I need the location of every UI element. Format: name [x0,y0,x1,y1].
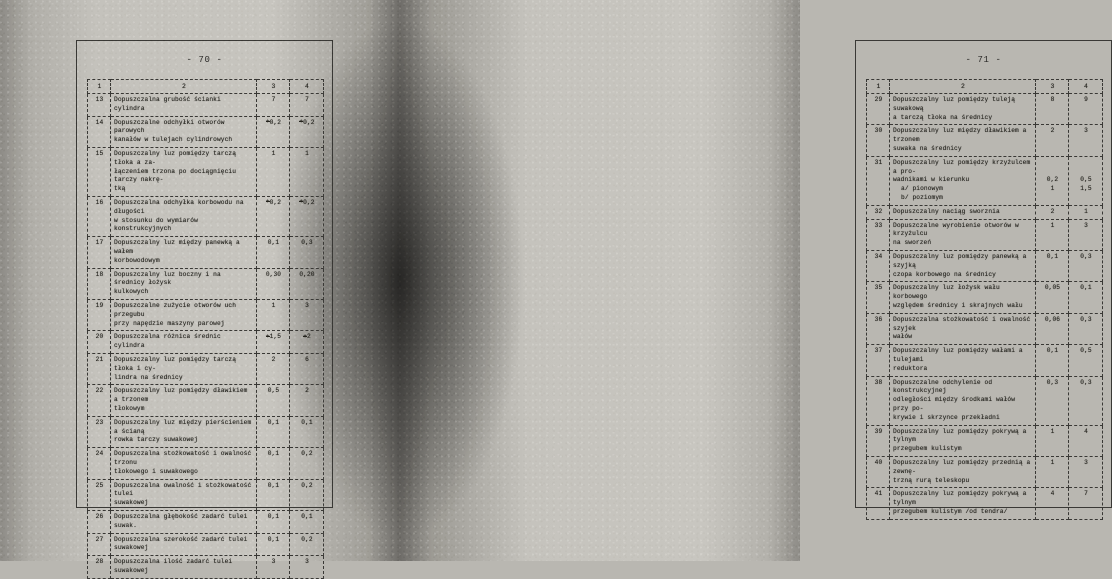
description-line: Dopuszczalny luz pomiędzy tuleją suwakową [893,96,1016,112]
row-number: 38 [867,376,890,425]
description-line: Dopuszczalne odchylenie od konstrukcyjnej [893,378,993,395]
value-column-3 [257,197,290,237]
description-line: przegubem kulistym [893,445,962,453]
description-line: Dopuszczalny luz pomiędzy przednią a zewnę- [893,458,1031,475]
value-column-3: 0,1 [257,416,290,447]
row-description [111,197,257,237]
table-row [867,425,1103,456]
row-number: 33 [867,219,890,250]
row-description [111,300,257,331]
description-line: Dopuszczalna stożkowatość i owalność szyjek [893,315,1031,332]
description-line: suwakowej [114,499,149,507]
row-description [111,237,257,268]
page-right [400,0,1092,561]
row-description [890,488,1036,519]
value-column-3: 1 [257,148,290,197]
value-column-4: 7 [290,94,324,117]
value-column-4: 0,3 [290,237,324,268]
row-number: 13 [88,94,111,117]
plus-minus-value: +0,2 [265,198,282,207]
row-description [890,205,1036,219]
row-description [111,556,257,579]
value-column-4: 9 [1069,94,1103,125]
value-column-3: 4 [1036,488,1069,519]
value-line: 0,5 [1080,175,1092,183]
description-line: trzną rurą teleskopu [893,476,970,484]
value-column-4: 2 [290,385,324,416]
description-line: łączeniem trzona po dociągnięciu tarczy nakrę- [114,167,237,184]
value-column-4 [290,331,324,354]
row-description [111,416,257,447]
row-number: 25 [88,479,111,510]
description-line: Dopuszczalny luz między pierścieniem a ścianą [114,418,252,435]
row-number: 32 [867,205,890,219]
row-number: 27 [88,533,111,556]
value-column-3: 0,05 [1036,282,1069,313]
row-description [890,251,1036,282]
table-row [867,156,1103,205]
row-description [890,313,1036,344]
table-left [87,79,324,579]
column-header-4: 4 [290,80,324,94]
description-line: Dopuszczalne wyrobienie otworów w krzyżulcu [893,221,1019,238]
table-header-row [867,80,1103,94]
value-column-3 [257,116,290,147]
description-line: w stosunku do wymiarów konstrukcyjnych [114,216,198,233]
page-left-folio: - 70 - [186,55,223,65]
value-column-3: 0,1 [257,533,290,556]
table-row [88,416,324,447]
row-number: 17 [88,237,111,268]
description-line: b/ poziomym [901,194,943,202]
description-line: Dopuszczalny luz między dławikiem a trzonem [893,127,1027,144]
description-line: tłokowym [114,405,145,412]
value-column-4: 3 [1069,456,1103,487]
value-column-3: 8 [1036,94,1069,125]
table-row [867,376,1103,425]
row-number: 21 [88,354,111,385]
description-line: Dopuszczalne odchyłki otworów parowych [114,118,225,135]
value-column-3: 3 [257,556,290,579]
row-number: 23 [88,416,111,447]
row-number: 41 [867,488,890,519]
value-column-4: 0,20 [290,268,324,299]
value-column-3: 0,5 [257,385,290,416]
table-row [867,125,1103,156]
value-column-3: 7 [257,94,290,117]
table-header-row [88,80,324,94]
row-number: 15 [88,148,111,197]
description-line: Dopuszczalny luz boczny i na średnicy łożysk [114,270,221,287]
column-header-1: 1 [867,80,890,94]
plus-minus-value: +1,5 [265,332,282,341]
value-column-3: 2 [1036,205,1069,219]
description-line: Dopuszczalna grubość ścianki cylindra [114,96,221,112]
value-column-4: 3 [290,300,324,331]
table-row [88,354,324,385]
value-column-4: 4 [1069,425,1103,456]
value-line: 1,5 [1080,184,1092,192]
row-description [111,268,257,299]
value-column-4: 0,2 [290,448,324,479]
table-row [88,479,324,510]
row-number: 39 [867,425,890,456]
plus-minus-value: +0,2 [299,117,315,126]
row-description [890,376,1036,425]
value-line: 1 [1050,184,1055,192]
description-line: lindra na średnicy [114,373,183,381]
row-description [890,94,1036,125]
table-row [88,116,324,147]
table-row [867,205,1103,219]
row-number: 20 [88,331,111,354]
table-row [88,556,324,579]
row-description [111,533,257,556]
description-line: tłokowego i suwakowego [114,467,198,475]
table-row [88,268,324,299]
table-row [88,300,324,331]
table-row [867,456,1103,487]
table-row [88,331,324,354]
description-line: rowka tarczy suwakowej [114,436,198,444]
description-line: przy napędzie maszyny parowej [114,319,225,327]
row-number: 29 [867,94,890,125]
description-line: Dopuszczalny luz pomiędzy tarczą tłoka i cy- [114,356,237,372]
column-header-2: 2 [890,80,1036,94]
description-line: kulkowych [114,288,149,296]
description-line: a tarczą tłoka na średnicy [893,113,993,121]
row-description [890,456,1036,487]
value-column-4: 0,1 [1069,282,1103,313]
table-row [867,94,1103,125]
row-description [890,219,1036,250]
description-line: Dopuszczalna ilość zadarć tulei suwakowej [114,558,233,574]
description-line: reduktora [893,364,928,372]
row-number: 28 [88,556,111,579]
description-line: krywie i skrzynce przekładni [893,413,1000,421]
row-description [111,331,257,354]
value-column-4: 1 [1069,205,1103,219]
value-column-3: 1 [1036,456,1069,487]
plus-minus-value: +0,2 [299,198,315,207]
description-line: Dopuszczalny luz pomiędzy krzyżulcem a pro- [893,158,1031,175]
row-description [890,156,1036,205]
value-column-4: 3 [1069,125,1103,156]
description-line: a/ pionowym [901,185,943,193]
description-line: na sworzeń [893,239,932,247]
value-column-4: 0,1 [290,416,324,447]
value-column-3: 1 [257,300,290,331]
row-number: 30 [867,125,890,156]
column-header-1: 1 [88,80,111,94]
table-row [867,488,1103,519]
row-number: 26 [88,510,111,533]
description-line: Dopuszczalny luz pomiędzy pokrywą a tylnym [893,427,1027,444]
column-header-3: 3 [1036,80,1069,94]
table-row [88,510,324,533]
row-description [111,510,257,533]
table-row [867,345,1103,376]
description-line: Dopuszczalna głębokość zadarć tulei suwak. [114,512,248,529]
description-line: wałów [893,333,913,341]
table-row [867,313,1103,344]
description-line: Dopuszczalny naciąg sworznia [893,207,1000,215]
row-description [111,148,257,197]
value-column-3: 0,1 [257,510,290,533]
row-description [890,345,1036,376]
value-column-4: 0,1 [290,510,324,533]
row-description [111,354,257,385]
row-description [111,385,257,416]
value-column-4: 0,3 [1069,313,1103,344]
page-left-frame [76,40,333,574]
value-column-3: 0,3 [1036,376,1069,425]
value-column-4: 3 [1069,219,1103,250]
value-column-4: 0,2 [290,533,324,556]
plus-minus-value: +0,2 [265,117,282,126]
value-column-4: 1 [290,148,324,197]
row-number: 24 [88,448,111,479]
value-column-3: 0,1 [257,448,290,479]
description-line: Dopuszczalny luz pomiędzy tarczą tłoka a za- [114,150,237,166]
row-description [111,94,257,117]
value-column-3: 2 [257,354,290,385]
row-number: 14 [88,116,111,147]
description-line: Dopuszczalna różnica średnic cylindra [114,333,221,350]
description-line: Dopuszczalna stożkowatość i owalność trzonu [114,450,252,466]
row-number: 36 [867,313,890,344]
row-number: 16 [88,197,111,237]
description-line: wadnikami w kierunku [893,176,970,184]
value-column-3: 0,06 [1036,313,1069,344]
table-row [867,282,1103,313]
value-column-3: 0,1 [257,479,290,510]
value-column-3: 1 [1036,425,1069,456]
table-row [88,94,324,117]
column-header-3: 3 [257,80,290,94]
row-number: 40 [867,456,890,487]
description-line: korbowodowym [114,256,160,264]
table-row [88,385,324,416]
description-line: suwaka na średnicy [893,145,962,153]
value-column-3: 0,1 [257,237,290,268]
row-description [111,479,257,510]
value-column-4 [1069,156,1103,205]
description-line: względem średnicy i skrajnych wału [893,302,1023,310]
value-column-3: 0,1 [1036,345,1069,376]
row-number: 35 [867,282,890,313]
description-line: Dopuszczalny luz pomiędzy pokrywą a tylnym [893,490,1027,507]
page-right-frame [855,40,1112,515]
value-column-3: 0,1 [1036,251,1069,282]
table-right [866,79,1103,520]
description-line: Dopuszczalny luz pomiędzy dławikiem a trzonem [114,387,248,404]
value-column-3 [257,331,290,354]
value-column-4 [290,116,324,147]
table-row [88,148,324,197]
table-row [88,197,324,237]
value-column-4: 0,3 [1069,376,1103,425]
value-column-3: 2 [1036,125,1069,156]
description-line: czopa korbowego na średnicy [893,270,996,278]
row-description [111,116,257,147]
row-number: 19 [88,300,111,331]
page-right-folio: - 71 - [965,55,1002,65]
description-line: tką [114,185,126,193]
description-line: Dopuszczalny luz pomiędzy panewką a szyjką [893,253,1027,269]
value-column-3: 0,30 [257,268,290,299]
description-line: Dopuszczalna szerokość zadarć tulei suwakowej [114,535,248,552]
row-number: 18 [88,268,111,299]
row-description [111,448,257,479]
value-spacer [1072,159,1100,176]
value-column-4: 0,5 [1069,345,1103,376]
row-number: 37 [867,345,890,376]
table-row [88,533,324,556]
column-header-2: 2 [111,80,257,94]
value-column-4: 6 [290,354,324,385]
value-column-4: 0,3 [1069,251,1103,282]
value-column-4: 0,2 [290,479,324,510]
description-line: Dopuszczalny luz między panewką a wałem [114,239,240,256]
value-column-3: 1 [1036,219,1069,250]
value-line: 0,2 [1046,175,1059,183]
table-row [88,448,324,479]
description-line: przegubem kulistym /od tendra/ [893,507,1008,515]
row-description [890,282,1036,313]
value-column-4: 3 [290,556,324,579]
row-description [890,125,1036,156]
row-number: 22 [88,385,111,416]
row-description [890,425,1036,456]
description-line: Dopuszczalna odchyłka korbowodu na długości [114,199,244,215]
description-line: odległości między środkami wałów przy po- [893,396,1016,412]
table-row [867,219,1103,250]
value-column-3 [1036,156,1069,205]
plus-minus-value: +2 [303,332,311,341]
value-column-4 [290,197,324,237]
description-line: Dopuszczalna owalność i stożkowatość tulei [114,481,252,498]
row-number: 34 [867,251,890,282]
column-header-4: 4 [1069,80,1103,94]
description-line: Dopuszczalny luz pomiędzy wałami a tulejami [893,347,1023,364]
description-line: Dopuszczalne zużycie otworów uch przegubu [114,302,237,318]
page-left [0,0,400,574]
table-row [88,237,324,268]
description-line: kanałów w tulejach cylindrowych [114,136,233,144]
row-number: 31 [867,156,890,205]
table-row [867,251,1103,282]
value-spacer [1039,159,1066,176]
description-line: Dopuszczalny luz łożysk wału korbowego [893,284,1000,301]
value-column-4: 7 [1069,488,1103,519]
